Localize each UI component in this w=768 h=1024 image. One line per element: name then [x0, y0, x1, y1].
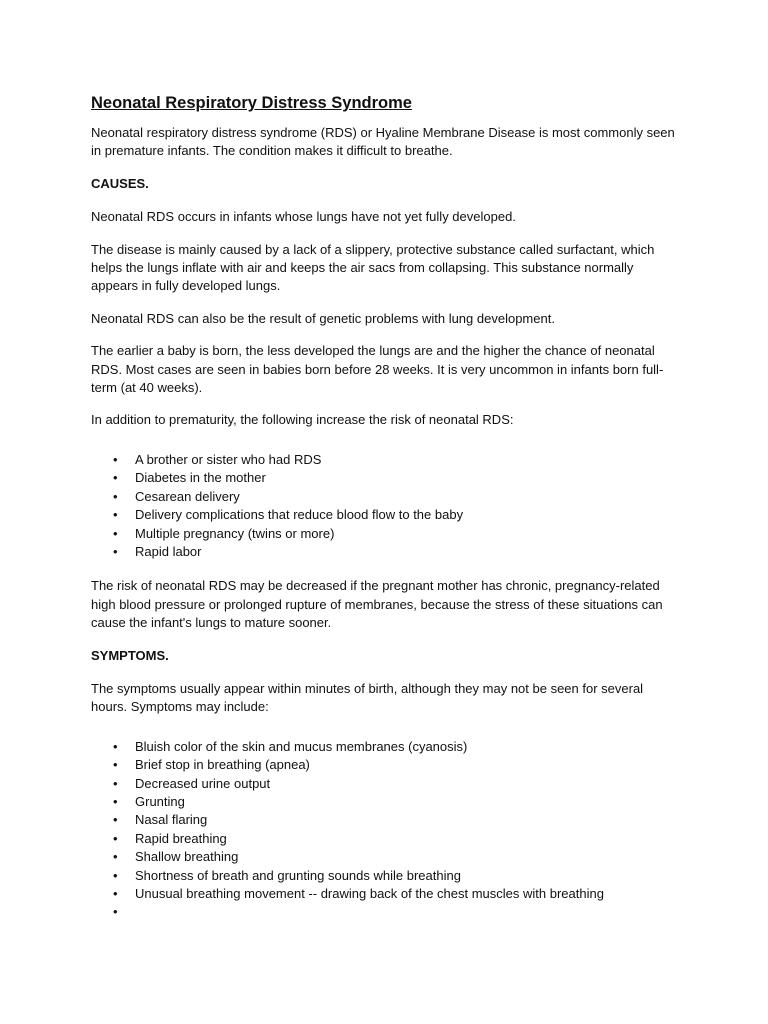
- list-item: • Nasal flaring: [91, 811, 676, 829]
- causes-paragraph: In addition to prematurity, the following increase the risk of neonatal RDS:: [91, 412, 514, 428]
- symptoms-list: [91, 738, 676, 922]
- document-title: Neonatal Respiratory Distress Syndrome: [91, 94, 412, 112]
- list-item: • Cesarean delivery: [91, 488, 676, 506]
- causes-paragraph: Neonatal RDS occurs in infants whose lungs have not yet fully developed.: [91, 209, 516, 225]
- list-item: • Rapid breathing: [91, 830, 676, 848]
- risk-paragraph: The risk of neonatal RDS may be decreased if the pregnant mother has chronic, pregnancy-related high blood pressure or prolonged rupture of membranes, because the stress of these situations can cause the infant's lungs to mature sooner.: [91, 578, 663, 631]
- list-item: • Diabetes in the mother: [91, 469, 676, 487]
- list-item: • Delivery complications that reduce blood flow to the baby: [91, 506, 676, 524]
- list-item: • Multiple pregnancy (twins or more): [91, 525, 676, 543]
- list-item: • Shortness of breath and grunting sounds while breathing: [91, 867, 676, 885]
- list-item: • Unusual breathing movement -- drawing back of the chest muscles with breathing: [91, 885, 676, 903]
- causes-heading: CAUSES.: [91, 175, 149, 191]
- risk-factors-list: [91, 451, 676, 561]
- causes-paragraph: The disease is mainly caused by a lack of a slippery, protective substance called surfactant, which helps the lungs inflate with air and keeps the air sacs from collapsing. This substance normally appears in fully developed lungs.: [91, 241, 655, 294]
- list-item: • Brief stop in breathing (apnea): [91, 756, 676, 774]
- causes-paragraph: Neonatal RDS can also be the result of genetic problems with lung development.: [91, 310, 555, 326]
- symptoms-intro: The symptoms usually appear within minutes of birth, although they may not be seen for several hours. Symptoms may include:: [91, 680, 644, 715]
- list-item: • A brother or sister who had RDS: [91, 451, 676, 469]
- intro-paragraph: Neonatal respiratory distress syndrome (RDS) or Hyaline Membrane Disease is most commonly seen in premature infants. The condition makes it difficult to breathe.: [91, 125, 675, 159]
- list-item: • Rapid labor: [91, 543, 676, 561]
- symptoms-heading: SYMPTOMS.: [91, 647, 169, 663]
- list-item: • Bluish color of the skin and mucus membranes (cyanosis): [91, 738, 676, 756]
- causes-paragraph: The earlier a baby is born, the less developed the lungs are and the higher the chance of neonatal RDS. Most cases are seen in babies born before 28 weeks. It is very uncommon in infants born full-term (at 40 weeks).: [91, 343, 664, 396]
- list-item: • Grunting: [91, 793, 676, 811]
- list-item: • Decreased urine output: [91, 775, 676, 793]
- list-item: • Shallow breathing: [91, 848, 676, 866]
- document-body: [91, 93, 676, 938]
- list-item: [91, 903, 676, 921]
